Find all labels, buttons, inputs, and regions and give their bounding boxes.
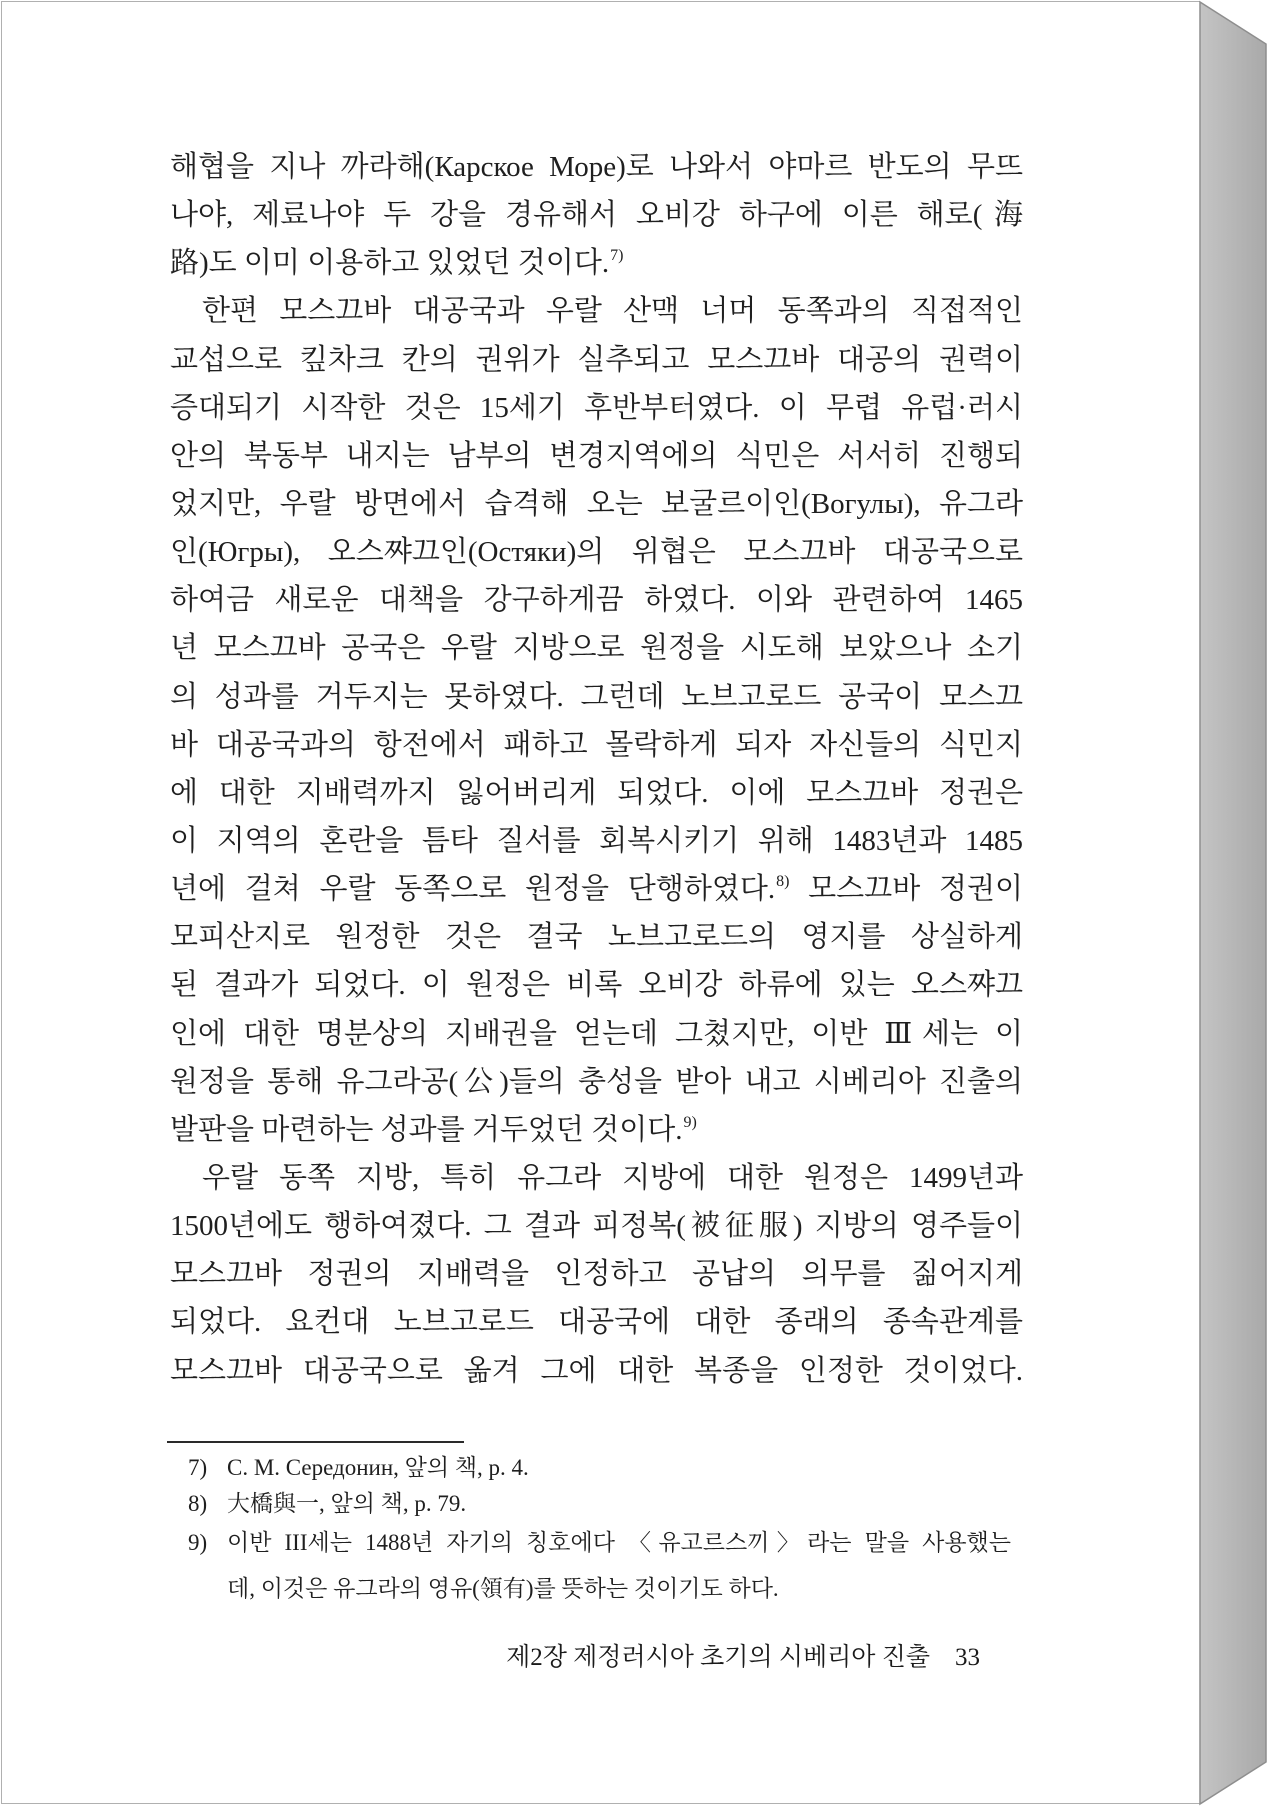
footnote-rule [167,1441,464,1443]
footnote-ref: 7) [610,247,624,265]
body-line [170,1106,1023,1154]
body-line: 바 대공국과의 항전에서 패하고 몰락하게 되자 자신들의 식민지 [170,728,1023,761]
body-line: 의 성과를 거두지는 못하였다. 그런데 노브고로드 공국이 모스끄 [170,680,1023,713]
footnote [188,1520,1011,1612]
body-text [170,143,1023,1395]
body-line: 증대되기 시작한 것은 15세기 후반부터였다. 이 무렵 유럽·러시 [170,391,1023,424]
body-line: 우랄 동쪽 지방, 특히 유그라 지방에 대한 원정은 1499년과 [202,1161,1023,1194]
footnote-text: 大橋與一, 앞의 책, p. 79. [227,1491,467,1516]
page-edge [1198,0,1268,1806]
body-line [170,239,1023,287]
running-footer [0,1638,980,1678]
footnote-text: 이반 III세는 1488년 자기의 칭호에다 〈유고르스끼〉라는 말을 사용했는 [227,1530,1011,1555]
body-line: 되었다. 요컨대 노브고로드 대공국에 대한 종래의 종속관계를 [170,1306,1023,1339]
footnote-ref: 9) [683,1113,697,1131]
footnote [188,1448,1011,1488]
body-line: 해협을 지나 까라해(Карское Море)로 나와서 야마르 반도의 무뜨 [170,151,1023,183]
body-line: 인에 대한 명분상의 지배권을 얻는데 그쳤지만, 이반 Ⅲ세는 이 [170,1017,1023,1050]
body-line: 인(Югры), 오스쨔끄인(Остяки)의 위협은 모스끄바 대공국으로 [170,536,1023,569]
body-line: 나야, 제료나야 두 강을 경유해서 오비강 하구에 이른 해로(海 [170,199,1023,232]
footnote-number: 8) [188,1491,208,1516]
body-line-text: 년에 걸쳐 우랄 동쪽으로 원정을 단행하였다. [170,873,776,906]
footnote-ref: 8) [776,873,790,891]
body-line: 이 지역의 혼란을 틈타 질서를 회복시키기 위해 1483년과 1485 [170,824,1023,857]
body-line: 하여금 새로운 대책을 강구하게끔 하였다. 이와 관련하여 1465 [170,584,1023,617]
footnote-number: 7) [188,1455,208,1480]
chapter-title: 제2장 제정러시아 초기의 시베리아 진출 [506,1644,930,1671]
body-line: 었지만, 우랄 방면에서 습격해 오는 보굴르이인(Вогулы), 유그라 [170,487,1023,520]
body-line: 한편 모스끄바 대공국과 우랄 산맥 너머 동쪽과의 직접적인 [202,295,1023,328]
page-number: 33 [955,1644,980,1671]
body-line: 년 모스끄바 공국은 우랄 지방으로 원정을 시도해 보았으나 소기 [170,632,1023,665]
footnote [188,1484,1011,1524]
body-line: 모피산지로 원정한 것은 결국 노브고로드의 영지를 상실하게 [170,921,1023,954]
body-line: 교섭으로 킾차크 칸의 권위가 실추되고 모스끄바 대공의 권력이 [170,343,1023,376]
body-line: 된 결과가 되었다. 이 원정은 비록 오비강 하류에 있는 오스쨔끄 [170,969,1023,1002]
body-line: 모스끄바 정권의 지배력을 인정하고 공납의 의무를 짊어지게 [170,1258,1023,1291]
body-line: 안의 북동부 내지는 남부의 변경지역에의 식민은 서서히 진행되 [170,439,1023,472]
body-line-text: 모스끄바 정권이 [789,873,1023,906]
body-line-text: 路)도 이미 이용하고 있었던 것이다. [170,247,610,280]
footnote-text: С. М. Середонин, 앞의 책, p. 4. [227,1455,529,1480]
body-line-text: 발판을 마련하는 성과를 거두었던 것이다. [170,1113,683,1146]
footnote-number: 9) [188,1530,208,1555]
body-line: 모스끄바 대공국으로 옮겨 그에 대한 복종을 인정한 것이었다. [170,1354,1023,1387]
body-line: 에 대한 지배력까지 잃어버리게 되었다. 이에 모스끄바 정권은 [170,776,1023,809]
body-line [170,865,1023,913]
body-line: 1500년에도 행하여졌다. 그 결과 피정복(被征服) 지방의 영주들이 [170,1210,1023,1243]
body-line: 원정을 통해 유그라공(公)들의 충성을 받아 내고 시베리아 진출의 [170,1065,1023,1098]
footnote-text: 데, 이것은 유그라의 영유(領有)를 뜻하는 것이기도 하다. [227,1576,779,1601]
